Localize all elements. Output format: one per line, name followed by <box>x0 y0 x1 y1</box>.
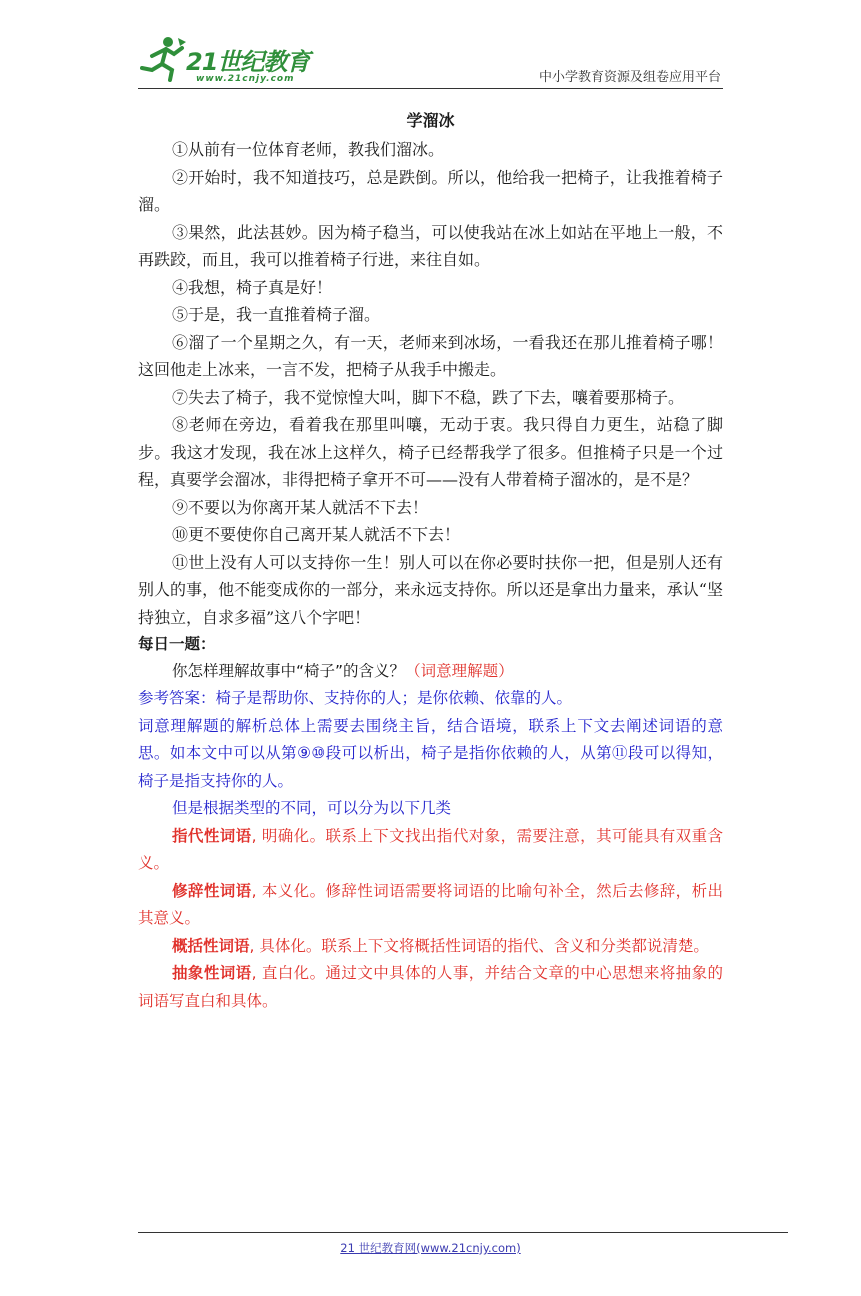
reference-answer: 参考答案：椅子是帮助你、支持你的人；是你依赖、依靠的人。 <box>138 689 573 707</box>
type-name: 指代性词语 <box>172 826 252 845</box>
type-name: 抽象性词语 <box>172 964 252 982</box>
footer-link[interactable]: 21 世纪教育网(www.21cnjy.com) <box>340 1241 521 1255</box>
type-desc: , 直白化。通过文中具体的人事，并结合文章的中心思想来将抽象的词语写直白和具体。 <box>138 964 723 1010</box>
answer-analysis: 词意理解题的解析总体上需要去围绕主旨，结合语境，联系上下文去阐述词语的意思。如本文中可以从第⑨⑩段可以析出，椅子是指你依赖的人，从第⑪段可以得知，椅子是指支持你的人。 <box>138 716 723 790</box>
daily-question <box>138 658 723 685</box>
article-paragraph-1: ①从前有一位体育老师，教我们溜冰。 <box>172 140 445 159</box>
type-name: 修辞性词语 <box>172 881 252 900</box>
article-paragraph-10: ⑩更不要使你自己离开某人就活不下去！ <box>172 525 461 544</box>
article-paragraph-11: ⑪世上没有人可以支持你一生！别人可以在你必要时扶你一把，但是别人还有别人的事，他不能变成你的一部分，来永远支持你。所以还是拿出力量来，承认“坚持独立，自求多福”这八个字吧！ <box>138 552 723 627</box>
platform-label: 中小学教育资源及组卷应用平台 <box>538 70 721 85</box>
article-paragraph-9: ⑨不要以为你离开某人就活不下去！ <box>172 497 429 517</box>
footer-divider <box>138 1232 788 1233</box>
article-paragraph-3: ③果然，此法甚妙。因为椅子稳当，可以使我站在冰上如站在平地上一般，不再跌跤，而且，我可以推着椅子行进，来往自如。 <box>138 222 723 269</box>
type-item <box>138 878 723 933</box>
article-paragraph-6: ⑥溜了一个星期之久，有一天，老师来到冰场，一看我还在那儿推着椅子哪！这回他走上冰来，一言不发，把椅子从我手中搬走。 <box>138 332 723 379</box>
type-desc: , 明确化。联系上下文找出指代对象，需要注意，其可能具有双重含义。 <box>138 826 723 872</box>
runner-logo-icon <box>138 34 188 82</box>
type-desc: , 具体化。联系上下文将概括性词语的指代、含义和分类都说清楚。 <box>249 936 709 955</box>
types-intro: 但是根据类型的不同，可以分为以下几类 <box>172 799 452 817</box>
type-name: 概括性词语 <box>172 936 250 955</box>
type-desc: , 本义化。修辞性词语需要将词语的比喻句补全，然后去修辞，析出其意义。 <box>138 881 723 927</box>
article-title: 学溜冰 <box>406 111 455 130</box>
header-divider <box>138 88 723 89</box>
document-body <box>138 108 723 1015</box>
type-item <box>138 960 723 1015</box>
article-paragraph-5: ⑤于是，我一直推着椅子溜。 <box>172 305 381 324</box>
daily-question-heading: 每日一题： <box>138 635 216 653</box>
article-paragraph-8: ⑧老师在旁边，看着我在那里叫嚷，无动于衷。我只得自力更生，站稳了脚步。我这才发现，我在冰上这样久，椅子已经帮我学了很多。但推椅子只是一个过程，真要学会溜冰，非得把椅子拿开不可——没有人带着椅子溜冰的，是不是？ <box>138 415 723 489</box>
question-text: 你怎样理解故事中“椅子”的含义？ <box>172 662 406 680</box>
article-paragraph-2: ②开始时，我不知道技巧，总是跌倒。所以，他给我一把椅子，让我推着椅子溜。 <box>138 167 723 214</box>
article-paragraph-7: ⑦失去了椅子，我不觉惊惶大叫，脚下不稳，跌了下去，嚷着要那椅子。 <box>172 387 685 407</box>
logo-url: www.21cnjy.com <box>196 74 295 84</box>
site-logo[interactable] <box>138 34 338 84</box>
article-paragraph-4: ④我想，椅子真是好！ <box>172 277 333 297</box>
type-item <box>138 823 723 878</box>
type-item <box>138 933 723 961</box>
logo-text: 21世纪教育 <box>186 48 310 76</box>
question-type-tag: （词意理解题） <box>405 662 514 680</box>
page-header <box>138 30 723 90</box>
